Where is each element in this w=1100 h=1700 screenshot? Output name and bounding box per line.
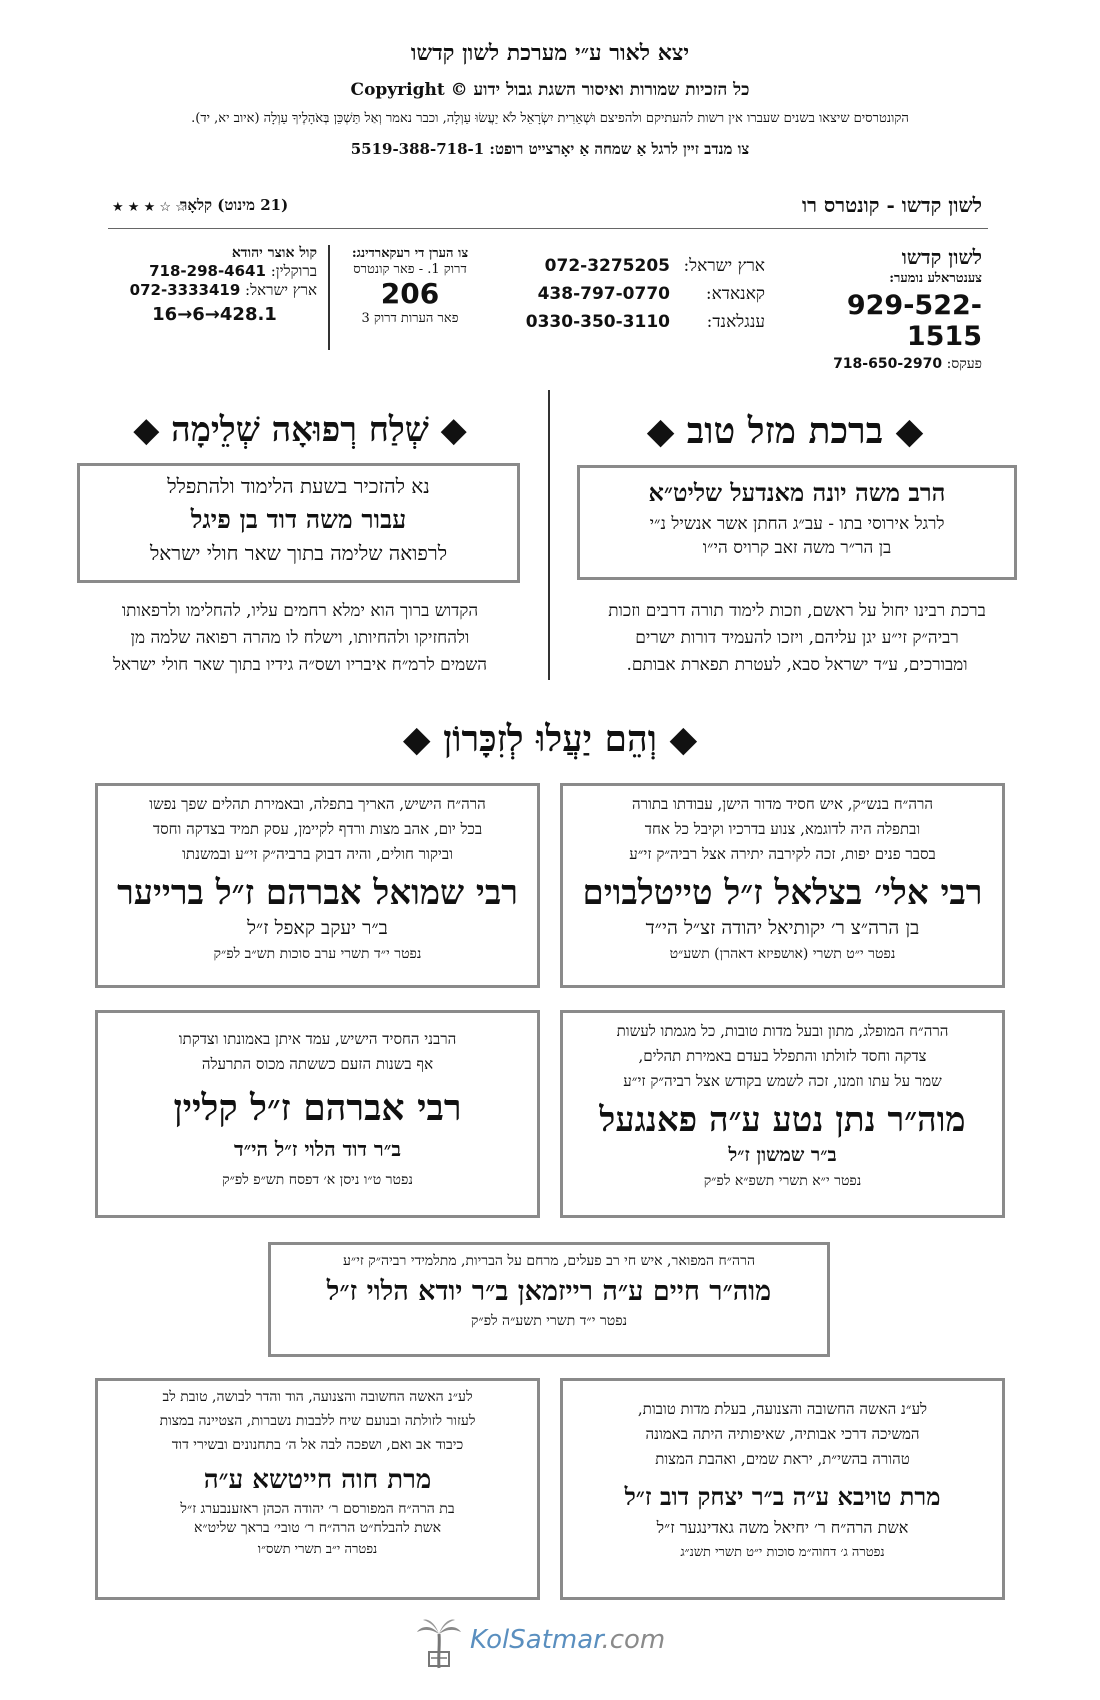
memorial-box bbox=[560, 1378, 1005, 1600]
memorial-desc-line: שמר על עתו וזמנו, זכה לשמש בקודש אצל רביה״ק זי״ע bbox=[623, 1072, 942, 1090]
memorial-desc-line: לע״נ האשה החשובה והצנועה, הוד והדר לבושה, טובת לב bbox=[162, 1389, 473, 1405]
kol-otzar bbox=[112, 245, 317, 325]
region-row bbox=[495, 280, 765, 308]
recording-line1: דרוק 1. - פאר קונטרס bbox=[353, 262, 467, 277]
memorial-desc-line: הרה״ח בנש״ק, איש חסיד מדור הישן, עבודתו בתורה bbox=[632, 795, 933, 813]
memorial-desc-line: צדקה וחסד לזולתו והתפלל בעדם באמירת תהלים, bbox=[638, 1047, 927, 1065]
memorial-name: מוה״ר נתן נטע ע״ה פאנגעל bbox=[599, 1100, 966, 1140]
memorial-desc-line: המשיכה דרכי אבותיה, שאיפותיה היתה באמונה bbox=[645, 1425, 920, 1443]
memorial-box bbox=[95, 1378, 540, 1600]
region-phone[interactable]: 438-797-0770 bbox=[537, 284, 670, 304]
mazel-line1: הרב משה יונה מאנדעל שליט״א bbox=[648, 478, 946, 507]
footer-brand[interactable] bbox=[470, 1625, 665, 1655]
memorial-desc-line: טהורה בהשי״ת, יראת שמים, ואהבת המצות bbox=[655, 1450, 910, 1468]
refuah-blurb-line: הקדוש ברוך הוא ימלא רחמים עליו, להחלימו ולרפאותו bbox=[121, 601, 479, 621]
memorial-date: נפטרה י״ב תשרי תשס״ו bbox=[257, 1542, 378, 1557]
publisher-line: יצא לאור ע״י מערכת לשון קדשו bbox=[410, 40, 690, 66]
refuah-heading: ◆ שְׁלַח רְפוּאָה שְׁלֵימָה ◆ bbox=[133, 410, 467, 450]
reading-length: (21 מינוט) קלאָר bbox=[180, 196, 289, 214]
footer-brand-name: KolSatmar bbox=[470, 1625, 602, 1655]
notice-line: הקונטרסים שיצאו בשנים שעברו אין רשות להעתיקם ולהפיצם וּשְׁאֵרִית יִשְׂרָאֵל לֹא יַעֲשׂוּ עַוְלָה, וכבר נאמר וְאַל תַּשְׁכֵּן בְּאֹהָלֶיךָ עַוְלָה (איוב יא, יד). bbox=[191, 111, 909, 126]
recording-number: 206 bbox=[380, 277, 440, 310]
region-label: ארץ ישראל: bbox=[683, 256, 765, 276]
memorial-date: נפטר י״ט תשרי (אושפיזא דאהרן) תשע״ט bbox=[669, 946, 896, 962]
refuah-box bbox=[77, 463, 520, 583]
contact-divider bbox=[328, 245, 330, 350]
fax-label: פעקס: bbox=[946, 356, 982, 372]
memorial-date: נפטרה ג׳ דחוה״מ סוכות י״ט תשרי תשנ״ג bbox=[680, 1545, 885, 1560]
memorial-box bbox=[560, 1010, 1005, 1218]
recording-line2: פאר הערות דרוק 3 bbox=[361, 311, 459, 326]
refuah-blurb-line: ולהחזיקו ולהחיותו, וישלח לו מהרה רפואה שלמה מן bbox=[130, 628, 470, 648]
memorial-desc-line: וביקור חולים, והיה דבוק ברביה״ק זי״ע ובמשנתו bbox=[182, 845, 453, 863]
palm-tree-logo-icon bbox=[415, 1618, 463, 1670]
memorial-desc-line: כיבוד אב ואם, ושפכה לבה אל ה׳ בתחנונים ובשירי דוד bbox=[171, 1437, 464, 1453]
memorial-desc-line: לע״נ האשה החשובה והצנועה, בעלת מדות טובות, bbox=[637, 1400, 928, 1418]
refuah-heading-text: שְׁלַח רְפוּאָה שְׁלֵימָה bbox=[171, 410, 429, 450]
memorial-heading-text: וְהֵם יַעֲלוּ לְזִכָּרוֹן bbox=[443, 718, 657, 760]
mazel-line2: לרגל אירוסי בתו - עב״ג החתן אשר אנשיל נ״י bbox=[649, 514, 945, 534]
kol-brooklyn-phone[interactable]: 718-298-4641 bbox=[149, 262, 266, 280]
refuah-blurb bbox=[70, 598, 530, 679]
rating-stars: ★ ★ ★ ☆ ☆ bbox=[112, 200, 187, 215]
region-phone[interactable]: 072-3275205 bbox=[544, 256, 670, 276]
dedication-line: צו מנדב זיין לרגל אַ שמחה אַ יאָרצייט רופט: 5519-388-718-1 bbox=[350, 140, 750, 158]
memorial-desc-line: הרה״ח המפואר, איש חי רב פעלים, מרחם על הבריות, מתלמידי רביה״ק זי״ע bbox=[342, 1253, 756, 1269]
region-row bbox=[495, 252, 765, 280]
memorial-desc-line: הרה״ח הישיש, האריך בתפלה, ובאמירת תהלים שפך נפשו bbox=[149, 795, 486, 813]
kol-path: 16→6→428.1 bbox=[152, 304, 277, 325]
regional-contacts bbox=[495, 252, 765, 336]
memorial-desc-line: בכל יום, אהב מצות ורדף לקיימן, עסק תמיד בצדקה וחסד bbox=[152, 820, 483, 838]
memorial-name: מרת טויבא ע״ה ב״ר יצחק דוב ז״ל bbox=[624, 1482, 941, 1511]
fax-number[interactable]: 718-650-2970 bbox=[833, 356, 943, 372]
memorial-box bbox=[268, 1242, 830, 1357]
section-divider bbox=[548, 390, 550, 680]
mazel-box bbox=[577, 465, 1017, 580]
region-phone[interactable]: 0330-350-3110 bbox=[525, 312, 670, 332]
memorial-box bbox=[95, 1010, 540, 1218]
memorial-father: בת הרה״ח המפורסם ר׳ יהודה הכהן ראזענבערג ז״ל bbox=[180, 1501, 455, 1517]
memorial-name: רבי שמואל אברהם ז״ל ברייער bbox=[117, 873, 518, 913]
recording-info bbox=[335, 245, 485, 326]
header-divider bbox=[108, 228, 988, 229]
memorial-desc-line: ובתפלה היה לדוגמא, צנוע בדרכיו וקיבל כל אחד bbox=[644, 820, 921, 838]
memorial-father: אשת הרה״ח ר׳ יחיאל משה גאדינגער ז״ל bbox=[656, 1518, 909, 1537]
main-contact bbox=[782, 245, 982, 373]
memorial-name: מוה״ר חיים ע״ה רייזמאן ב״ר יודא הלוי ז״ל bbox=[326, 1276, 772, 1307]
kol-israel-label: ארץ ישראל: bbox=[245, 281, 317, 299]
memorial-father: ב״ר דוד הלוי ז״ל הי״ד bbox=[234, 1137, 401, 1161]
memorial-name: רבי אברהם ז״ל קליין bbox=[173, 1087, 462, 1129]
memorial-date: נפטר ט״ו ניסן א׳ דפסח תש״פ לפ״ק bbox=[222, 1172, 413, 1188]
mazel-line3: בן הר״ר משה זאב קרויס הי״ו bbox=[702, 538, 892, 558]
memorial-name: מרת חוה חייטשא ע״ה bbox=[203, 1465, 432, 1495]
kol-brooklyn-label: ברוקלין: bbox=[270, 262, 317, 280]
memorial-desc-line: אף בשנות הזעם כששתה מכוס התרעלה bbox=[201, 1055, 434, 1073]
memorial-name: רבי אלי׳ בצלאל ז״ל טייטלבוים bbox=[582, 873, 983, 913]
memorial-date: נפטר י״ד תשרי תשע״ה לפ״ק bbox=[470, 1313, 628, 1329]
region-row bbox=[495, 308, 765, 336]
region-label: ענגלאנד: bbox=[706, 312, 765, 332]
refuah-line2: עבור משה דוד בן פיגל bbox=[190, 505, 407, 534]
memorial-box bbox=[560, 783, 1005, 988]
main-contact-subtitle: צענטראלע נומער: bbox=[889, 271, 982, 286]
memorial-desc-line: לעזור לזולתה ובנועם שיח ללבבות נשברות, הצטיינה במצות bbox=[159, 1413, 476, 1429]
mazel-heading-text: ברכת מזל טוב bbox=[686, 410, 884, 452]
memorial-box bbox=[95, 783, 540, 988]
mazel-blurb-line: ברכת רבינו יחול על ראשם, וזכות לימוד תורה דרבים וזכות bbox=[608, 601, 986, 621]
mazel-blurb-line: רביה״ק זי״ע יגן עליהם, ויזכו להעמיד דורות ישרים bbox=[635, 628, 959, 648]
memorial-desc-line: הרה״ח המופלג, מתון ובעל מדות טובות, כל מגמתו לעשות bbox=[616, 1022, 949, 1040]
memorial-date: נפטר י״א תשרי תשפ״א לפ״ק bbox=[703, 1173, 862, 1189]
refuah-line1: נא להזכיר בשעת הלימוד ולהתפלל bbox=[167, 474, 430, 498]
memorial-father2: אשת להבלח״ט הרה״ח ר׳ טובי׳ בראך שליט״א bbox=[193, 1520, 442, 1536]
memorial-father: בן הרה״צ ר׳ יקותיאל יהודה זצ״ל הי״ד bbox=[645, 917, 920, 939]
copyright-line: כל הזכיות שמורות ואיסור השגת גבול ידוע © Copyright bbox=[350, 80, 750, 100]
refuah-blurb-line: השמים לרמ״ח איבריו ושס״ה גידיו בתוך שאר חולי ישראל bbox=[112, 655, 488, 675]
series-title: לשון קדשו - קונטרס רו bbox=[801, 193, 982, 217]
recording-title: צו הערן די רעקארדינג: bbox=[351, 246, 469, 261]
memorial-father: ב״ר יעקב קאפל ז״ל bbox=[247, 917, 388, 939]
main-phone[interactable]: 929-522-1515 bbox=[846, 290, 982, 352]
mazel-blurb bbox=[567, 598, 1027, 679]
memorial-father: ב״ר שמשון ז״ל bbox=[728, 1144, 837, 1166]
memorial-desc-line: הרבני החסיד הישיש, עמד איתן באמונתו וצדקתו bbox=[178, 1030, 457, 1048]
refuah-line3: לרפואה שלימה בתוך שאר חולי ישראל bbox=[149, 541, 448, 565]
mazel-blurb-line: ומבורכים, ע״ד ישראל סבא, לעטרת תפארת אבותם. bbox=[626, 655, 968, 675]
main-contact-title: לשון קדשו bbox=[901, 245, 982, 269]
footer-brand-tld: .com bbox=[601, 1625, 666, 1655]
memorial-desc-line: בסבר פנים יפות, זכה לקירבה יתירה אצל רביה״ק זי״ע bbox=[629, 845, 936, 863]
kol-title: קול אוצר יהודא bbox=[231, 245, 317, 261]
region-label: קאנאדא: bbox=[705, 284, 765, 304]
mazel-heading: ◆ ברכת מזל טוב ◆ bbox=[646, 410, 924, 452]
memorial-date: נפטר י״ד תשרי ערב סוכות תש״ב לפ״ק bbox=[213, 946, 422, 962]
memorial-heading: ◆ וְהֵם יַעֲלוּ לְזִכָּרוֹן ◆ bbox=[402, 718, 698, 760]
kol-israel-phone[interactable]: 072-3333419 bbox=[129, 281, 241, 299]
